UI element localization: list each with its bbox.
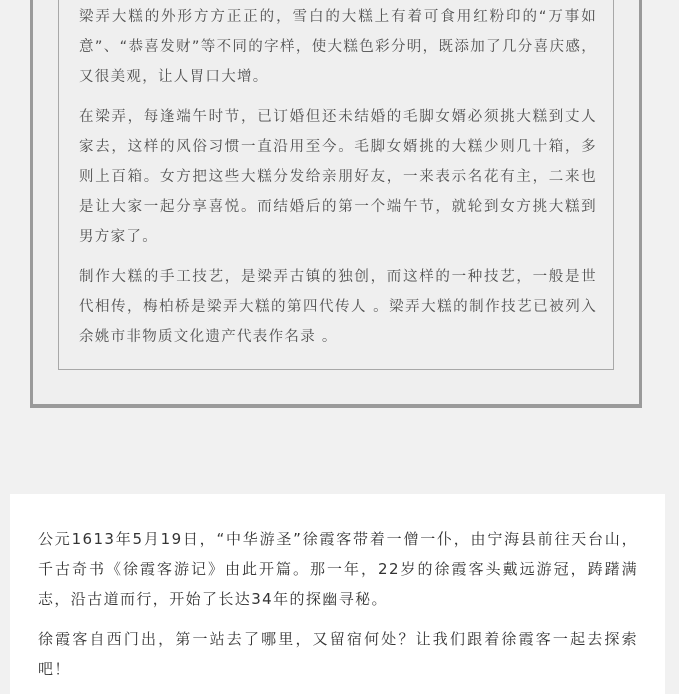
article-paragraph-2: 徐霞客自西门出，第一站去了哪里，又留宿何处？让我们跟着徐霞客一起去探索吧！ bbox=[38, 630, 638, 678]
inset-inner-frame bbox=[58, 0, 614, 370]
inset-outer-frame bbox=[30, 0, 642, 408]
inset-text bbox=[79, 2, 597, 362]
inset-paragraph-3: 制作大糕的手工技艺，是梁弄古镇的独创，而这样的一种技艺，一般是世代相传，梅柏桥是梁弄大糕的第四代传人 。梁弄大糕的制作技艺已被列入余姚市非物质文化遗产代表作名录 。 bbox=[79, 269, 597, 345]
article-card bbox=[10, 494, 665, 694]
article-text bbox=[38, 524, 638, 694]
inset-paragraph-1: 梁弄大糕的外形方方正正的，雪白的大糕上有着可食用红粉印的“万事如意”、“恭喜发财”等不同的字样，使大糕色彩分明，既添加了几分喜庆感，又很美观，让人胃口大增。 bbox=[79, 9, 597, 85]
inset-paragraph-2: 在梁弄，每逢端午时节，已订婚但还未结婚的毛脚女婿必须挑大糕到丈人家去，这样的风俗习惯一直沿用至今。毛脚女婿挑的大糕少则几十箱，多则上百箱。女方把这些大糕分发给亲朋好友，一来表示名花有主，二来也是让大家一起分享喜悦。而结婚后的第一个端午节，就轮到女方挑大糕到男方家了。 bbox=[79, 109, 597, 245]
article-paragraph-1: 公元1613年5月19日，“中华游圣”徐霞客带着一僧一仆，由宁海县前往天台山，千古奇书《徐霞客游记》由此开篇。那一年，22岁的徐霞客头戴远游冠，踌躇满志，沿古道而行，开始了长达34年的探幽寻秘。 bbox=[38, 530, 638, 608]
